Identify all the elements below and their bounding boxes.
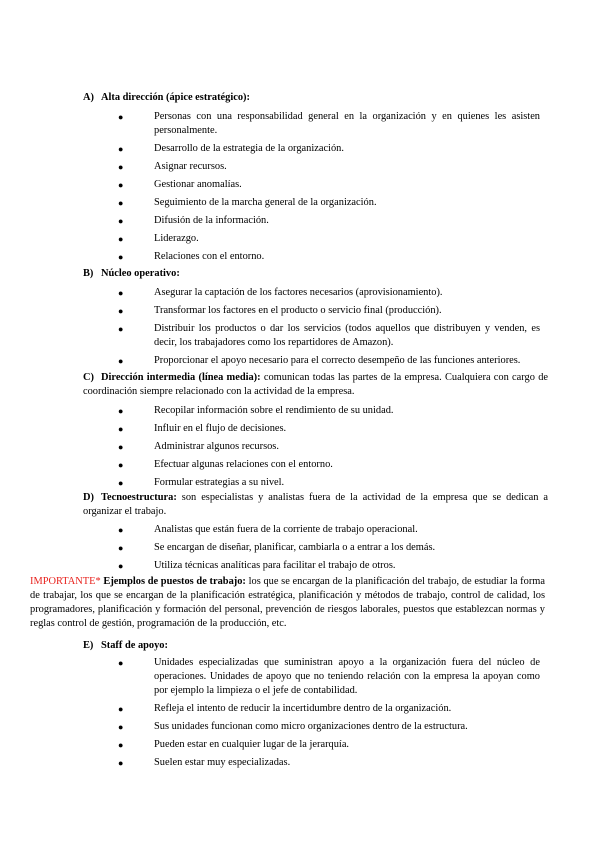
- important-note: [30, 575, 545, 631]
- important-label: IMPORTANTE*: [30, 576, 101, 587]
- section-e-list: [118, 656, 540, 770]
- list-item: ● Personas con una responsabilidad general en la organización y en quienes les asisten personalmente.: [118, 111, 540, 136]
- list-item: ● Recopilar información sobre el rendimiento de su unidad.: [118, 405, 394, 416]
- section-description: son especialistas y analistas fuera de la actividad de la empresa que se dedican a organizar el trabajo.: [83, 492, 548, 517]
- bullet-icon: ●: [118, 658, 124, 668]
- list-item: ● Seguimiento de la marcha general de la organización.: [118, 197, 377, 208]
- list-item: ● Suelen estar muy especializadas.: [118, 757, 291, 768]
- list-item: ● Asegurar la captación de los factores necesarios (aprovisionamiento).: [118, 287, 443, 298]
- section-b-list: [118, 286, 540, 368]
- bullet-icon: ●: [118, 356, 124, 366]
- section-title: Tecnoestructura:: [101, 492, 177, 503]
- section-c-heading: [83, 371, 548, 399]
- bullet-icon: ●: [118, 478, 124, 488]
- section-letter: A): [83, 92, 94, 103]
- bullet-icon: ●: [118, 460, 124, 470]
- section-title: Staff de apoyo:: [101, 640, 168, 651]
- list-item: ● Utiliza técnicas analíticas para facilitar el trabajo de otros.: [118, 560, 396, 571]
- important-bold-text: Ejemplos de puestos de trabajo:: [100, 576, 246, 587]
- bullet-icon: ●: [118, 234, 124, 244]
- bullet-icon: ●: [118, 306, 124, 316]
- bullet-icon: ●: [118, 740, 124, 750]
- list-item: ● Asignar recursos.: [118, 161, 227, 172]
- bullet-icon: ●: [118, 252, 124, 262]
- section-letter: B): [83, 268, 94, 279]
- bullet-icon: ●: [118, 216, 124, 226]
- section-title: Dirección intermedia (línea media):: [101, 372, 261, 383]
- list-item: ● Liderazgo.: [118, 233, 199, 244]
- list-item: ● Refleja el intento de reducir la incertidumbre dentro de la organización.: [118, 703, 452, 714]
- list-item: ● Desarrollo de la estrategia de la organización.: [118, 143, 344, 154]
- list-item: ● Proporcionar el apoyo necesario para el correcto desempeño de las funciones anteriores.: [118, 355, 521, 366]
- section-d-heading: [83, 491, 548, 519]
- list-item: ● Formular estrategias a su nivel.: [118, 477, 285, 488]
- section-title: Núcleo operativo:: [101, 268, 180, 279]
- bullet-icon: ●: [118, 112, 124, 122]
- bullet-icon: ●: [118, 324, 124, 334]
- section-a-list: [118, 110, 540, 264]
- list-item: ● Pueden estar en cualquier lugar de la jerarquía.: [118, 739, 350, 750]
- list-item: ● Distribuir los productos o dar los servicios (todos aquellos que distribuyen y venden, es decir, los trabajadores como los repartidores de Amazon).: [118, 323, 540, 348]
- section-letter: E): [83, 640, 94, 651]
- list-item: ● Influir en el flujo de decisiones.: [118, 423, 287, 434]
- section-a-heading: [83, 91, 553, 105]
- bullet-icon: ●: [118, 525, 124, 535]
- section-d-list: [118, 523, 540, 573]
- section-title: Alta dirección (ápice estratégico):: [101, 92, 250, 103]
- section-e-heading: [83, 639, 553, 653]
- bullet-icon: ●: [118, 144, 124, 154]
- bullet-icon: ●: [118, 198, 124, 208]
- bullet-icon: ●: [118, 288, 124, 298]
- bullet-icon: ●: [118, 722, 124, 732]
- bullet-icon: ●: [118, 442, 124, 452]
- bullet-icon: ●: [118, 758, 124, 768]
- list-item: ● Gestionar anomalías.: [118, 179, 242, 190]
- list-item: ● Transformar los factores en el producto o servicio final (producción).: [118, 305, 442, 316]
- bullet-icon: ●: [118, 424, 124, 434]
- bullet-icon: ●: [118, 543, 124, 553]
- list-item: ● Difusión de la información.: [118, 215, 269, 226]
- section-c-list: [118, 404, 540, 490]
- important-text: los que se encargan de la planificación del trabajo, de estudiar la forma de trabajar, los que se encargan de la planificación estratégica, planificación y métodos de trabajo, control de calidad, los programadores, planificación y formación del personal, prevención de riesgos laborales, puestos que establezcan normas y reglas control de gestión, programación de la producción, etc.: [30, 576, 545, 629]
- list-item: ● Se encargan de diseñar, planificar, cambiarla o a entrar a los demás.: [118, 542, 436, 553]
- section-b-heading: [83, 267, 553, 281]
- bullet-icon: ●: [118, 180, 124, 190]
- list-item: ● Relaciones con el entorno.: [118, 251, 265, 262]
- list-item: ● Administrar algunos recursos.: [118, 441, 279, 452]
- list-item: ● Analistas que están fuera de la corriente de trabajo operacional.: [118, 524, 418, 535]
- bullet-icon: ●: [118, 561, 124, 571]
- section-letter: C): [83, 372, 94, 383]
- list-item: ● Efectuar algunas relaciones con el entorno.: [118, 459, 333, 470]
- list-item: ● Unidades especializadas que suministran apoyo a la organización fuera del núcleo de operaciones. Unidades de apoyo que no teniendo relación con la empresa la apoyan como por ejemplo la limpieza o el jefe de contabilidad.: [118, 657, 540, 696]
- bullet-icon: ●: [118, 406, 124, 416]
- bullet-icon: ●: [118, 704, 124, 714]
- bullet-icon: ●: [118, 162, 124, 172]
- section-description: comunican todas las partes de la empresa. Cualquiera con cargo de coordinación siempre relacionado con la actividad de la empresa.: [83, 372, 549, 397]
- section-letter: D): [83, 492, 94, 503]
- list-item: ● Sus unidades funcionan como micro organizaciones dentro de la estructura.: [118, 721, 468, 732]
